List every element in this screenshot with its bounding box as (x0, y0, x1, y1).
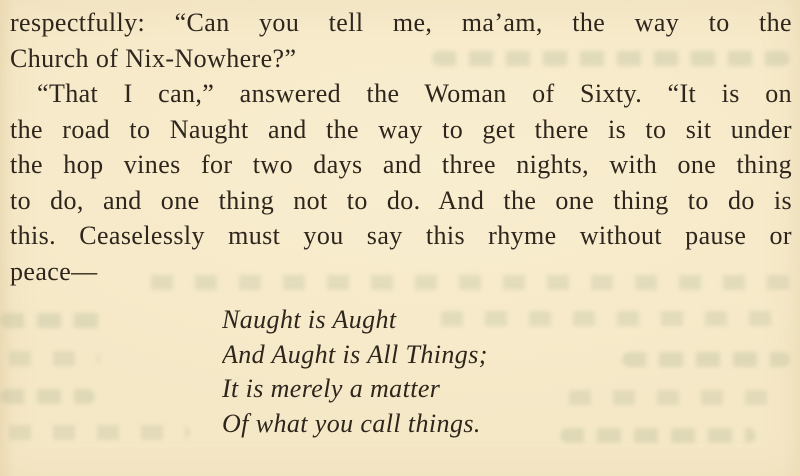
text-line: respectfully: “Can you tell me, ma’am, the way to the (10, 8, 792, 37)
bleedthrough-artifact (622, 352, 790, 367)
bleedthrough-artifact (560, 390, 788, 405)
text-line: this. Ceaselessly must you say this rhyme without pause or (10, 221, 792, 250)
text-line: “That I can,” answered the Woman of Sixty. “It is on (37, 79, 792, 108)
text-line: Church of Nix-Nowhere?” (10, 43, 297, 73)
text-line: peace— (10, 256, 98, 286)
bleedthrough-artifact (0, 313, 106, 328)
text-line: the road to Naught and the way to get there is to sit under (10, 114, 792, 144)
prose-block (10, 5, 792, 289)
verse-line: And Aught is All Things; (222, 339, 488, 369)
bleedthrough-artifact (560, 428, 756, 443)
verse-line: Naught is Aught (222, 305, 397, 334)
bleedthrough-artifact (0, 351, 100, 366)
text-line: to do, and one thing not to do. And the one thing to do is (10, 185, 792, 215)
verse-line: Of what you call things. (222, 408, 481, 438)
bleedthrough-artifact (0, 425, 190, 440)
text-line: the hop vines for two days and three nights, with one thing (10, 150, 792, 179)
verse-line: It is merely a matter (222, 374, 441, 403)
bleedthrough-artifact (0, 389, 95, 404)
verse-block (222, 303, 488, 441)
